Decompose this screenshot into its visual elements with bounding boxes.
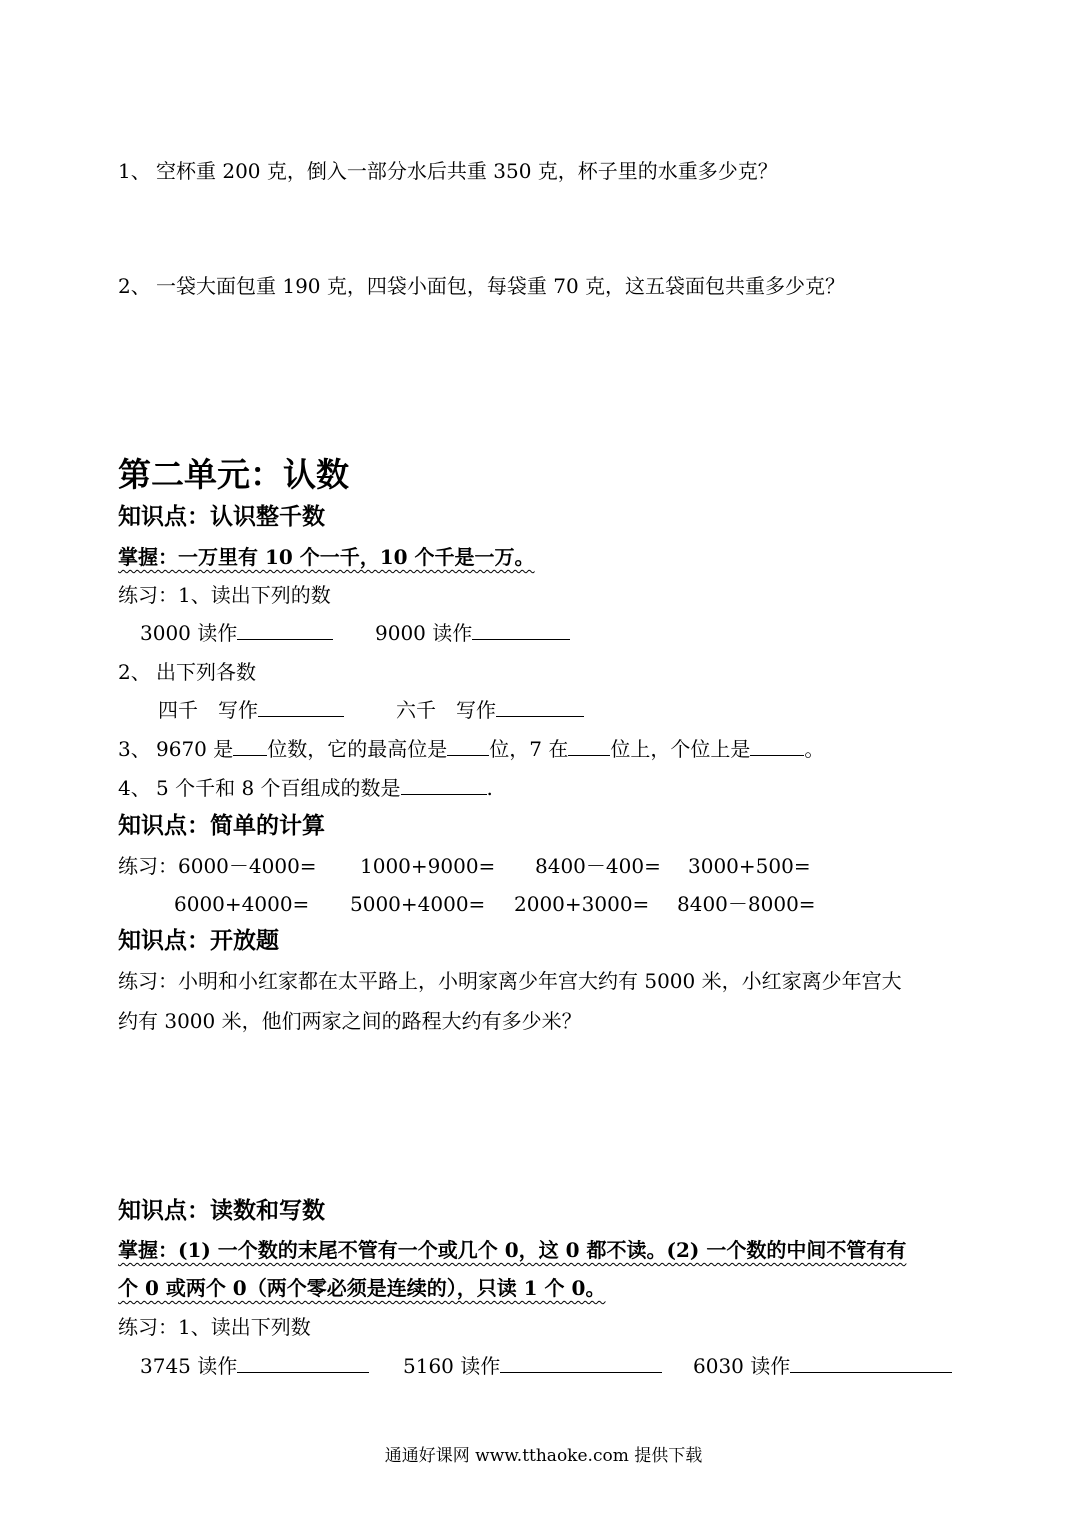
answer-blank[interactable] [233,735,267,756]
exercise-intro: 练习：1、读出下列数 [118,1315,311,1339]
write-item [158,696,344,724]
calc-item: 8400－8000= [677,892,816,916]
mastery-note: 掌握：(1) 一个数的末尾不管有一个或几个 0，这 0 都不读。(2) 一个数的中间不管有有 [118,1238,907,1262]
read-label: 5160 读作 [403,1354,501,1378]
calc-item: 8400－400= [535,854,661,878]
write-item [396,696,584,724]
mastery-note: 个 0 或两个 0（两个零必须是连续的），只读 1 个 0。 [118,1276,606,1300]
answer-blank[interactable] [568,735,610,756]
read-label: 9000 读作 [375,621,473,645]
knowledge-point-title: 知识点：开放题 [118,928,279,954]
knowledge-point-title: 知识点：认识整千数 [118,504,325,530]
number-word: 六千 [396,698,436,722]
question-text: 出下列各数 [156,660,256,684]
question-text: 9670 是 [156,737,234,761]
read-item [693,1352,952,1380]
knowledge-point-title: 知识点：读数和写数 [118,1198,325,1224]
answer-blank[interactable] [237,619,333,640]
read-item [140,1352,369,1380]
problem-text: 一袋大面包重 190 克，四袋小面包，每袋重 70 克，这五袋面包共重多少克？ [156,274,846,298]
answer-blank[interactable] [401,774,487,795]
answer-blank[interactable] [500,1352,662,1373]
question-text: 位上，个位上是 [610,737,751,761]
question-text: 。 [804,737,825,761]
calc-item: 5000+4000= [350,892,486,916]
read-item [140,619,333,647]
question-number: 4、 [118,776,151,800]
write-label: 写作 [218,698,258,722]
problem-text: 空杯重 200 克，倒入一部分水后共重 350 克，杯子里的水重多少克？ [156,159,778,183]
read-label: 3745 读作 [140,1354,238,1378]
answer-blank[interactable] [258,696,344,717]
question-3 [118,735,824,763]
exercise-intro: 练习：1、读出下列的数 [118,583,331,607]
problem-1 [118,157,778,185]
exercise-text: 练习：小明和小红家都在太平路上，小明家离少年宫大约有 5000 米，小红家离少年宫大 [118,969,902,993]
answer-blank[interactable] [447,735,489,756]
question-text: . [486,776,493,800]
problem-2 [118,272,845,300]
calc-item: 2000+3000= [514,892,650,916]
question-4 [118,774,493,802]
knowledge-point-title: 知识点：简单的计算 [118,813,325,839]
answer-blank[interactable] [237,1352,369,1373]
answer-blank[interactable] [750,735,804,756]
mastery-note: 掌握：一万里有 10 个一千，10 个千是一万。 [118,545,535,569]
write-label: 写作 [456,698,496,722]
question-number: 2、 [118,660,151,684]
question-text: 位，7 在 [489,737,569,761]
problem-number: 2、 [118,274,151,298]
number-word: 四千 [158,698,198,722]
question-number: 3、 [118,737,151,761]
read-item [403,1352,662,1380]
question-text: 位数，它的最高位是 [267,737,448,761]
exercise-text: 约有 3000 米，他们两家之间的路程大约有多少米？ [118,1009,582,1033]
answer-blank[interactable] [496,696,584,717]
calc-item: 练习：6000－4000= [118,854,317,878]
question-2 [118,658,256,686]
page-footer: 通通好课网 www.tthaoke.com 提供下载 [384,1446,703,1466]
problem-number: 1、 [118,159,151,183]
unit-title: 第二单元：认数 [118,455,349,494]
read-label: 6030 读作 [693,1354,791,1378]
answer-blank[interactable] [790,1352,952,1373]
question-text: 5 个千和 8 个百组成的数是 [156,776,401,800]
calc-item: 3000+500= [688,854,811,878]
read-label: 3000 读作 [140,621,238,645]
calc-item: 1000+9000= [360,854,496,878]
read-item [375,619,570,647]
answer-blank[interactable] [472,619,570,640]
calc-item: 6000+4000= [174,892,310,916]
